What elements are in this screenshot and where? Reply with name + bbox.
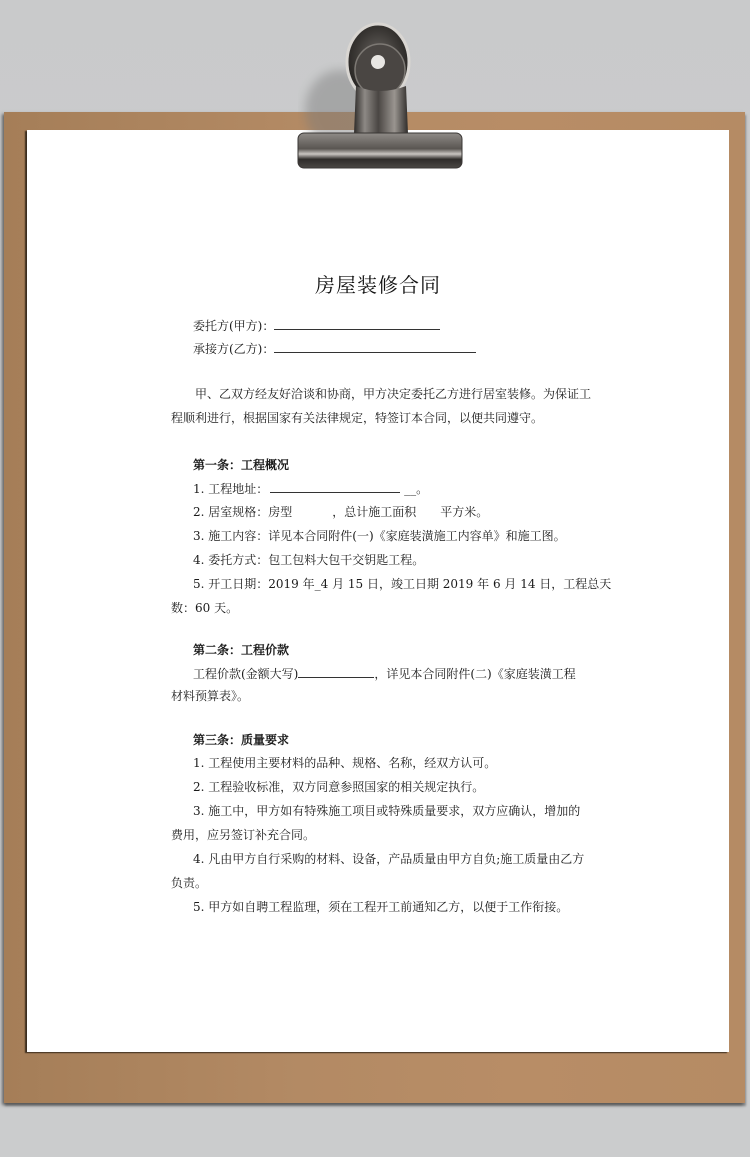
section-1-heading: 第一条：工程概况 [193,458,290,472]
party-b-label: 承接方(乙方)： [193,342,275,356]
intro-line-2: 程顺利进行，根据国家有关法律规定，特签订本合同，以便共同遵守。 [171,411,544,425]
intro-line-1: 甲、乙双方经友好洽谈和协商，甲方决定委托乙方进行居室装修。为保证工 [195,387,592,401]
section-3-item-1: 1. 工程使用主要材料的品种、规格、名称，经双方认可。 [193,756,497,770]
address-suffix: __。 [404,482,429,496]
section-3-item-5: 5. 甲方如自聘工程监理，须在工程开工前通知乙方，以便于工作衔接。 [193,900,569,914]
section-3-item-2: 2. 工程验收标准，双方同意参照国家的相关规定执行。 [193,780,485,794]
section-3-item-3-line-1: 3. 施工中，甲方如有特殊施工项目或特殊质量要求，双方应确认，增加的 [193,804,581,818]
address-blank[interactable] [270,480,400,493]
contract-document [27,130,729,1052]
section-1-item-4: 4. 委托方式：包工包料大包干交钥匙工程。 [193,553,425,567]
price-label: 工程价款(金额大写) [193,667,299,681]
section-1-item-5-line-1: 5. 开工日期：2019 年_4 月 15 日，竣工日期 2019 年 6 月 14 日，工程总天 [193,577,612,591]
address-label: 1. 工程地址： [193,482,269,496]
area-unit: 平方米。 [440,505,489,519]
section-2-line-1 [193,665,576,682]
section-1-item-5-line-2: 数：60 天。 [171,601,239,615]
section-2-line-2: 材料预算表》。 [171,689,250,703]
price-blank[interactable] [298,665,374,678]
party-a-blank[interactable] [274,317,440,330]
section-2-heading: 第二条：工程价款 [193,643,290,657]
party-a-label: 委托方(甲方)： [193,319,275,333]
room-type-label: 2. 居室规格：房型 [193,505,293,519]
section-3-item-4-line-2: 负责。 [171,876,208,890]
area-label: ，总计施工面积 [332,505,417,519]
section-1-item-1 [193,480,428,497]
section-3-item-4-line-1: 4. 凡由甲方自行采购的材料、设备，产品质量由甲方自负;施工质量由乙方 [193,852,585,866]
section-3-item-3-line-2: 费用，应另签订补充合同。 [171,828,316,842]
page-title: 房屋装修合同 [315,273,441,297]
section-3-heading: 第三条：质量要求 [193,733,290,747]
party-b-blank[interactable] [274,340,476,353]
party-a-row [193,317,440,334]
party-b-row [193,340,476,357]
price-suffix: ，详见本合同附件(二)《家庭装潢工程 [374,667,576,681]
section-1-item-3: 3. 施工内容：详见本合同附件(一)《家庭装潢施工内容单》和施工图。 [193,529,566,543]
section-1-item-2 [193,504,488,520]
